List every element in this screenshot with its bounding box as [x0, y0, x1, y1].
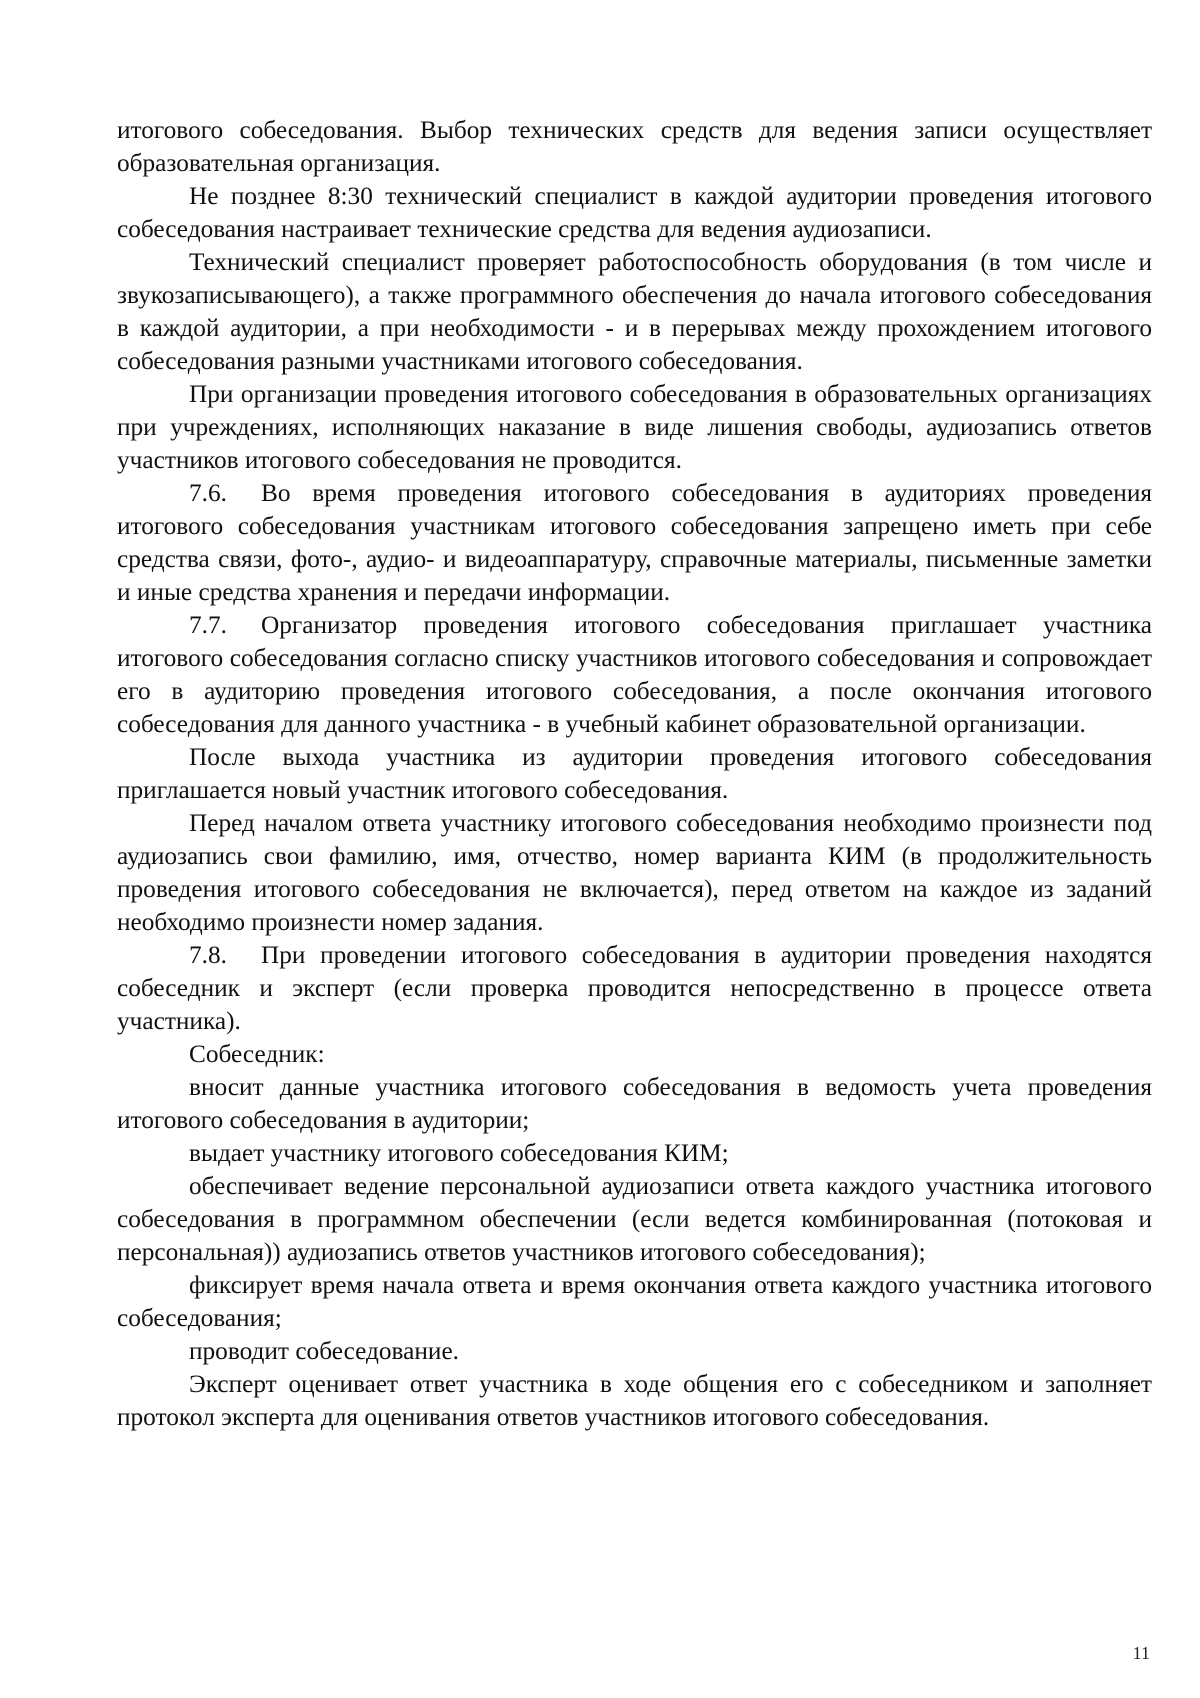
paragraph: Собеседник:	[189, 1040, 325, 1068]
section-text: Во время проведения итогового собеседования в аудиториях проведения итогового собеседования участникам итогового собеседования запрещено иметь при себе средства связи, фото-, аудио- и видеоаппаратуру, справочные материалы, письменные заметки и иные средства хранения и передачи информации.	[117, 479, 1152, 606]
paragraph-continuation: итогового собеседования. Выбор технических средств для ведения записи осуществляет образовательная организация.	[117, 116, 1152, 177]
section-number: 7.8.	[189, 941, 227, 969]
section-text: Организатор проведения итогового собеседования приглашает участника итогового собеседования согласно списку участников итогового собеседования и сопровождает его в аудиторию проведения итогового собеседования, а после окончания итогового собеседования для данного участника - в учебный кабинет образовательной организации.	[117, 611, 1152, 738]
page-number: 11	[1132, 1643, 1150, 1663]
paragraph: Перед началом ответа участнику итогового собеседования необходимо произнести под аудиозапись свои фамилию, имя, отчество, номер варианта КИМ (в продолжительность проведения итогового собеседования не включается), перед ответом на каждое из заданий необходимо произнести номер задания.	[117, 809, 1152, 936]
list-item: выдает участнику итогового собеседования КИМ;	[189, 1139, 729, 1167]
section-7-6	[117, 477, 1152, 609]
section-text: При проведении итогового собеседования в аудитории проведения находятся собеседник и эксперт (если проверка проводится непосредственно в процессе ответа участника).	[117, 941, 1152, 1035]
list-item: обеспечивает ведение персональной аудиозаписи ответа каждого участника итогового собеседования в программном обеспечении (если ведется комбинированная (потоковая и персональная)) аудиозапись ответов участников итогового собеседования);	[117, 1172, 1152, 1266]
paragraph: Технический специалист проверяет работоспособность оборудования (в том числе и звукозаписывающего), а также программного обеспечения до начала итогового собеседования в каждой аудитории, а при необходимости - и в перерывах между прохождением итогового собеседования разными участниками итогового собеседования.	[117, 248, 1152, 375]
list-item: вносит данные участника итогового собеседования в ведомость учета проведения итогового собеседования в аудитории;	[117, 1073, 1152, 1134]
list-item: проводит собеседование.	[189, 1337, 460, 1365]
list-item: фиксирует время начала ответа и время окончания ответа каждого участника итогового собеседования;	[117, 1271, 1152, 1332]
section-number: 7.7.	[189, 611, 227, 639]
paragraph: Эксперт оценивает ответ участника в ходе общения его с собеседником и заполняет протокол эксперта для оценивания ответов участников итогового собеседования.	[117, 1370, 1152, 1431]
document-body	[117, 114, 1152, 1434]
section-7-8	[117, 939, 1152, 1038]
section-7-7	[117, 609, 1152, 741]
section-number: 7.6.	[189, 479, 227, 507]
paragraph: После выхода участника из аудитории проведения итогового собеседования приглашается новый участник итогового собеседования.	[117, 743, 1152, 804]
paragraph: Не позднее 8:30 технический специалист в каждой аудитории проведения итогового собеседования настраивает технические средства для ведения аудиозаписи.	[117, 182, 1152, 243]
paragraph: При организации проведения итогового собеседования в образовательных организациях при учреждениях, исполняющих наказание в виде лишения свободы, аудиозапись ответов участников итогового собеседования не проводится.	[117, 380, 1152, 474]
